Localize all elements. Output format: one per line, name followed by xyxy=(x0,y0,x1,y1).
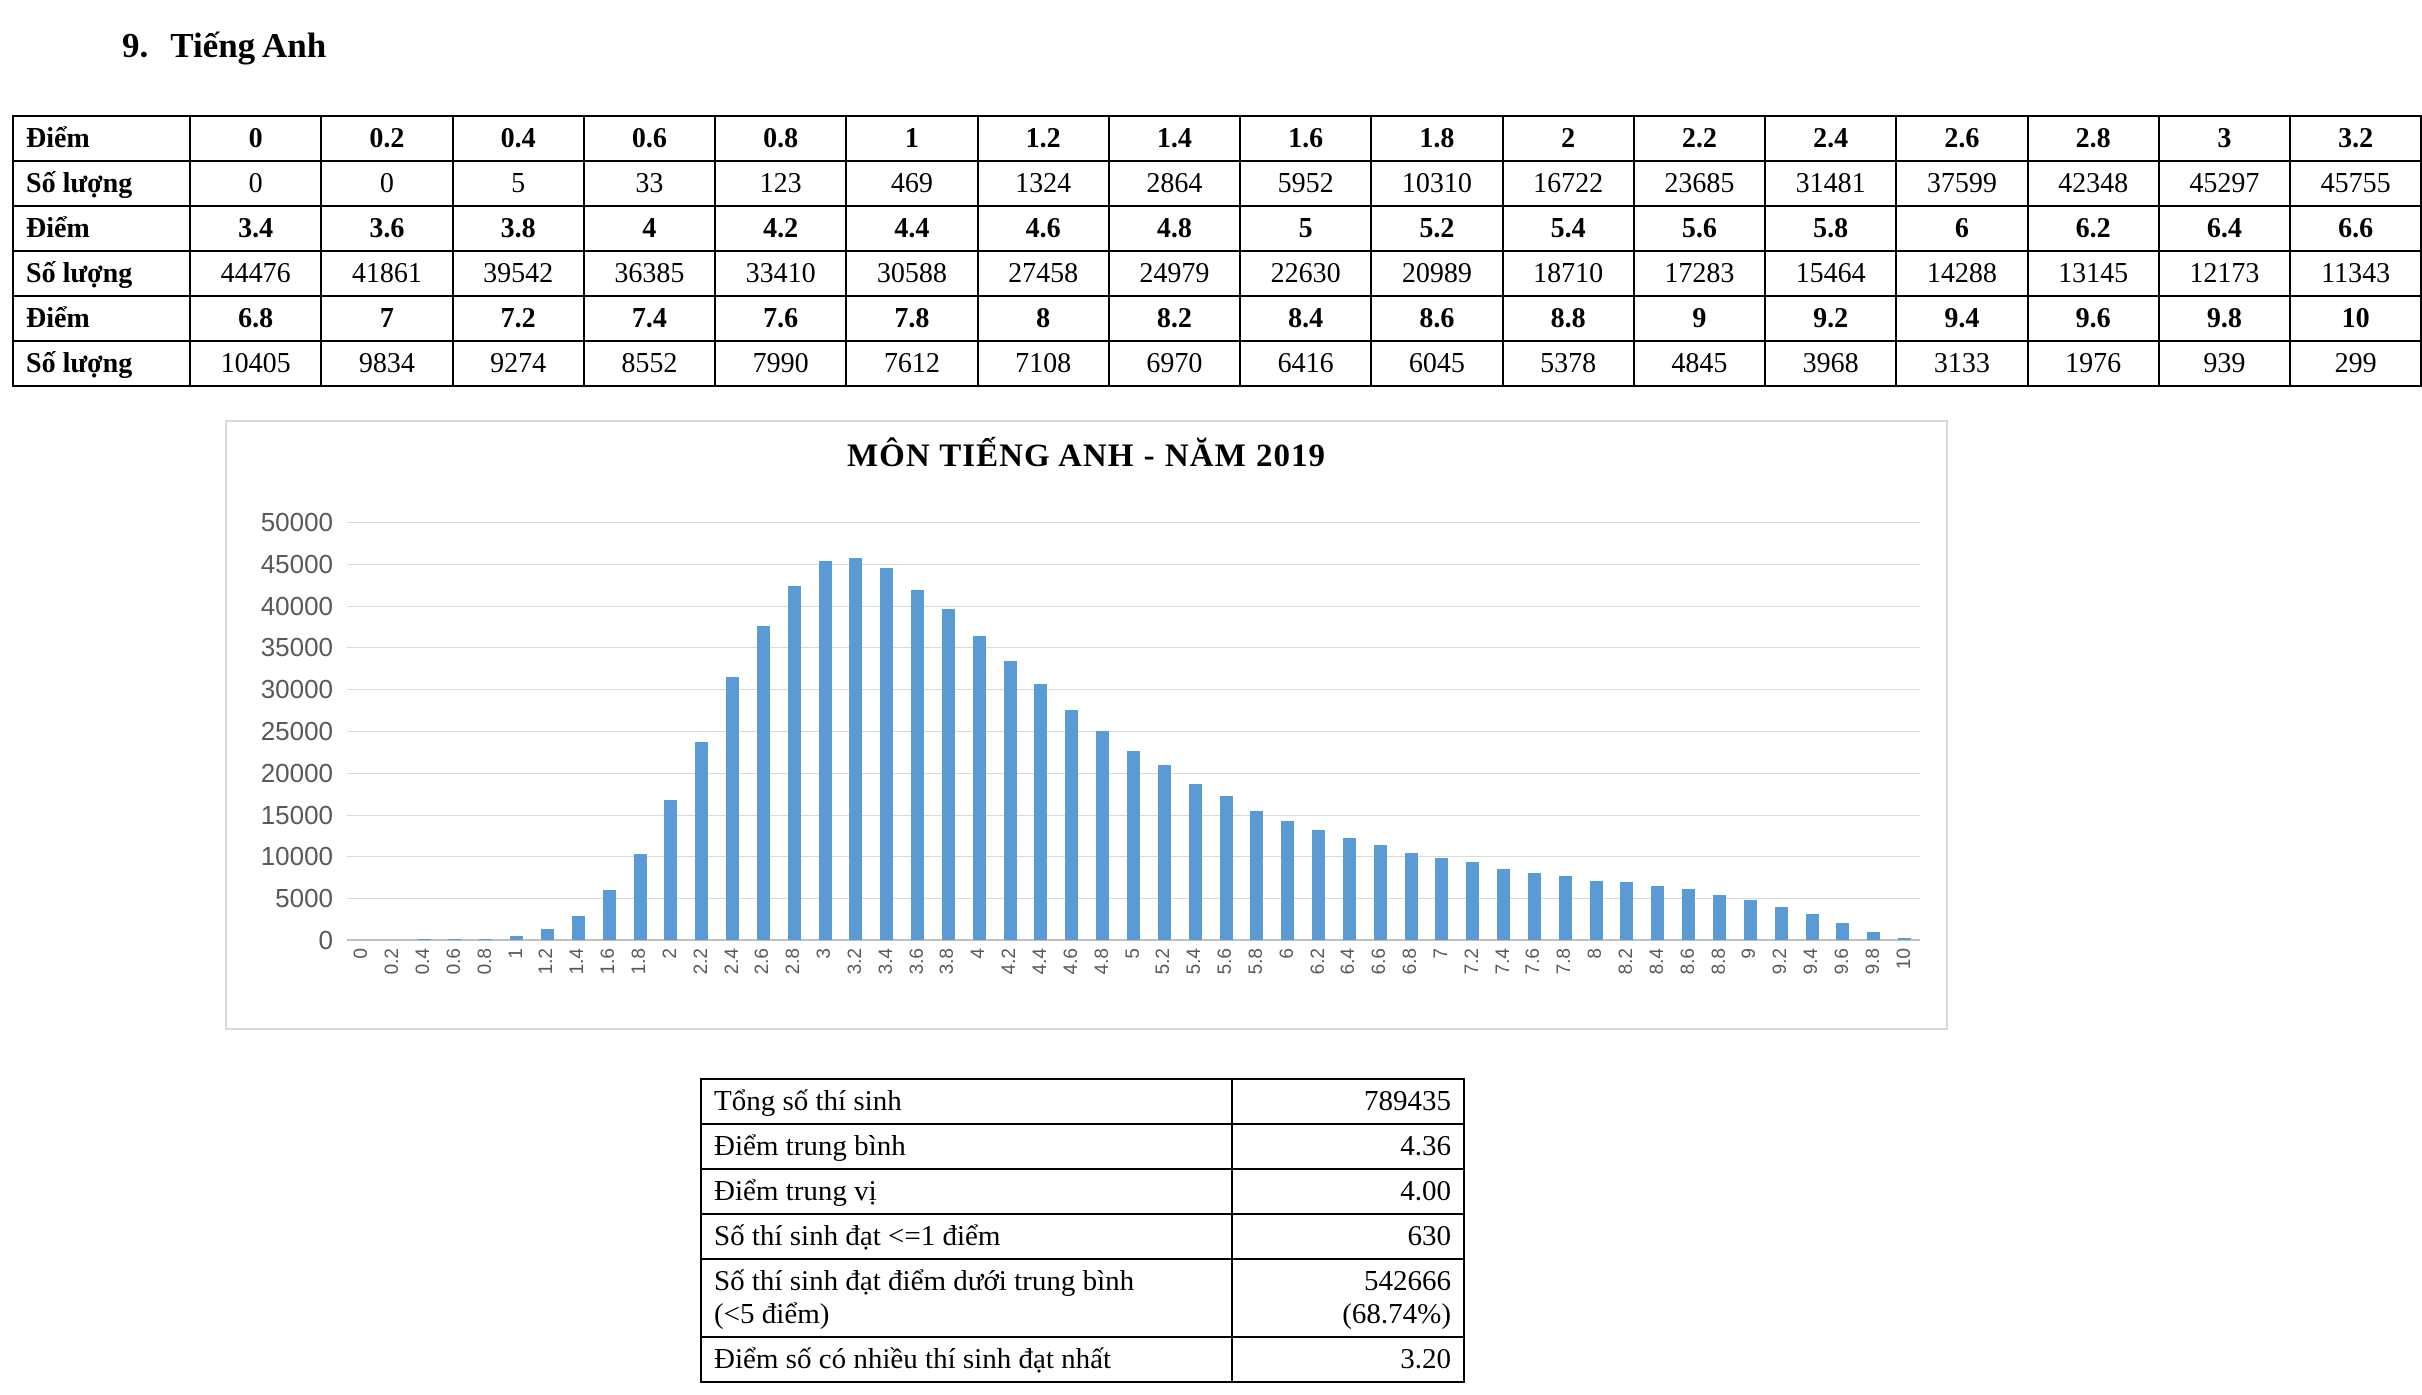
score-cell: 4.6 xyxy=(978,206,1109,251)
score-cell: 5.4 xyxy=(1503,206,1634,251)
count-cell: 15464 xyxy=(1765,251,1896,296)
bar xyxy=(726,677,739,940)
bar xyxy=(849,558,862,941)
bar xyxy=(541,929,554,940)
summary-label-cell xyxy=(701,1169,1232,1214)
summary-label-cell xyxy=(701,1079,1232,1124)
summary-value-text: 4.00 xyxy=(1400,1175,1451,1207)
score-cell: 7.8 xyxy=(846,296,977,341)
count-cell: 3133 xyxy=(1896,341,2027,386)
summary-label-text: Số thí sinh đạt <=1 điểm xyxy=(714,1220,1001,1252)
summary-value-cell xyxy=(1232,1124,1464,1169)
x-axis-tick-label: 7 xyxy=(1430,948,1452,959)
count-cell: 7108 xyxy=(978,341,1109,386)
page-title-number: 9. xyxy=(122,26,149,65)
score-cell: 5.8 xyxy=(1765,206,1896,251)
score-cell: 6 xyxy=(1896,206,2027,251)
score-cell: 0.6 xyxy=(584,116,715,161)
row-header-cell: Số lượng xyxy=(13,341,190,386)
score-cell: 1.8 xyxy=(1371,116,1502,161)
x-axis-tick-label: 0 xyxy=(351,948,373,959)
score-histogram-chart xyxy=(225,420,1948,1030)
count-cell: 20989 xyxy=(1371,251,1502,296)
score-cell: 4 xyxy=(584,206,715,251)
count-cell: 30588 xyxy=(846,251,977,296)
count-cell: 6416 xyxy=(1240,341,1371,386)
summary-label-text: Tổng số thí sinh xyxy=(714,1085,902,1117)
bar xyxy=(1189,784,1202,940)
summary-row xyxy=(701,1337,1464,1382)
x-axis-tick-label: 4.8 xyxy=(1091,948,1113,975)
y-axis-tick-label: 30000 xyxy=(260,674,333,705)
score-cell: 8.2 xyxy=(1109,296,1240,341)
gridline xyxy=(347,647,1920,648)
count-cell: 2864 xyxy=(1109,161,1240,206)
table-row xyxy=(13,296,2421,341)
x-axis-tick-label: 9.4 xyxy=(1801,948,1823,975)
score-cell: 2.8 xyxy=(2028,116,2159,161)
score-cell: 5.6 xyxy=(1634,206,1765,251)
x-axis-tick-label: 2 xyxy=(659,948,681,959)
bar xyxy=(1775,907,1788,940)
bar xyxy=(1898,938,1911,940)
score-cell: 8 xyxy=(978,296,1109,341)
page-title xyxy=(122,26,326,66)
count-cell: 42348 xyxy=(2028,161,2159,206)
summary-value-line2: (68.74%) xyxy=(1342,1298,1451,1330)
x-axis-tick-label: 2.6 xyxy=(752,948,774,975)
count-cell: 123 xyxy=(715,161,846,206)
x-axis-tick-label: 3.2 xyxy=(844,948,866,975)
x-axis-tick-label: 6.4 xyxy=(1338,948,1360,975)
bar xyxy=(418,939,431,940)
summary-label-text: Điểm trung bình xyxy=(714,1130,906,1162)
score-cell: 2.2 xyxy=(1634,116,1765,161)
bar xyxy=(572,916,585,940)
summary-label-text: Số thí sinh đạt điểm dưới trung bình xyxy=(714,1265,1135,1297)
x-axis-tick-label: 0.4 xyxy=(413,948,435,975)
summary-row xyxy=(701,1214,1464,1259)
y-axis-tick-label: 50000 xyxy=(260,507,333,537)
chart-plot-area xyxy=(347,522,1920,940)
count-cell: 33 xyxy=(584,161,715,206)
score-cell: 0 xyxy=(190,116,321,161)
x-axis-tick-label: 1.8 xyxy=(629,948,650,975)
bar xyxy=(1405,853,1418,940)
count-cell: 22630 xyxy=(1240,251,1371,296)
score-cell: 9.2 xyxy=(1765,296,1896,341)
summary-value-text: 4.36 xyxy=(1400,1130,1451,1162)
count-cell: 10310 xyxy=(1371,161,1502,206)
x-axis-tick-label: 4 xyxy=(968,948,990,959)
y-axis-tick-label: 20000 xyxy=(260,757,333,788)
x-axis-tick-label: 9.8 xyxy=(1862,948,1884,975)
bar xyxy=(1651,886,1664,940)
count-cell: 37599 xyxy=(1896,161,2027,206)
x-axis-tick-label: 3 xyxy=(814,948,836,959)
score-cell: 8.4 xyxy=(1240,296,1371,341)
bar xyxy=(788,586,801,940)
bar xyxy=(911,590,924,940)
score-cell: 7.6 xyxy=(715,296,846,341)
bar xyxy=(1806,914,1819,940)
x-axis-tick-label: 2.8 xyxy=(783,948,805,975)
summary-label-cell xyxy=(701,1124,1232,1169)
score-cell: 2.6 xyxy=(1896,116,2027,161)
count-cell: 299 xyxy=(2290,341,2421,386)
score-cell: 7 xyxy=(321,296,452,341)
count-cell: 5 xyxy=(453,161,584,206)
score-cell: 7.2 xyxy=(453,296,584,341)
bar xyxy=(1220,796,1233,940)
bar xyxy=(603,890,616,940)
bar xyxy=(1065,710,1078,940)
count-cell: 31481 xyxy=(1765,161,1896,206)
count-cell: 9834 xyxy=(321,341,452,386)
count-cell: 14288 xyxy=(1896,251,2027,296)
bar xyxy=(1528,873,1541,940)
x-axis-tick-label: 8.8 xyxy=(1708,948,1730,975)
score-cell: 3 xyxy=(2159,116,2290,161)
bar xyxy=(819,561,832,940)
x-axis-tick-label: 0.6 xyxy=(443,948,465,975)
summary-label-text: Điểm số có nhiều thí sinh đạt nhất xyxy=(714,1343,1112,1375)
x-axis-tick-label: 4.4 xyxy=(1029,948,1051,975)
count-cell: 0 xyxy=(321,161,452,206)
bar xyxy=(1836,923,1849,940)
row-header-cell: Điểm xyxy=(13,116,190,161)
score-cell: 2.4 xyxy=(1765,116,1896,161)
bar xyxy=(1004,661,1017,940)
count-cell: 16722 xyxy=(1503,161,1634,206)
row-header-cell: Điểm xyxy=(13,296,190,341)
score-cell: 6.2 xyxy=(2028,206,2159,251)
x-axis-tick-label: 2.4 xyxy=(721,948,743,975)
x-axis-tick-label: 5.8 xyxy=(1245,948,1267,975)
x-axis-tick-label: 10 xyxy=(1893,948,1915,970)
bar xyxy=(1158,765,1171,940)
summary-value-cell xyxy=(1232,1169,1464,1214)
x-axis-tick-label: 6.6 xyxy=(1369,948,1391,975)
count-cell: 9274 xyxy=(453,341,584,386)
chart-title: MÔN TIẾNG ANH - NĂM 2019 xyxy=(847,438,1326,474)
bar xyxy=(1435,858,1448,940)
summary-value-text: 3.20 xyxy=(1400,1343,1451,1375)
gridline xyxy=(347,606,1920,607)
summary-value-cell xyxy=(1232,1214,1464,1259)
bar xyxy=(1281,821,1294,940)
bar xyxy=(1559,876,1572,940)
score-cell: 2 xyxy=(1503,116,1634,161)
score-cell: 3.6 xyxy=(321,206,452,251)
count-cell: 3968 xyxy=(1765,341,1896,386)
bar xyxy=(1620,882,1633,940)
gridline xyxy=(347,731,1920,732)
count-cell: 11343 xyxy=(2290,251,2421,296)
count-cell: 12173 xyxy=(2159,251,2290,296)
score-cell: 4.8 xyxy=(1109,206,1240,251)
bar xyxy=(1096,731,1109,940)
x-axis-tick-label: 3.4 xyxy=(875,948,897,975)
score-cell: 10 xyxy=(2290,296,2421,341)
x-axis-tick-label: 7.2 xyxy=(1461,948,1483,975)
score-cell: 3.8 xyxy=(453,206,584,251)
count-cell: 469 xyxy=(846,161,977,206)
score-cell: 9.6 xyxy=(2028,296,2159,341)
count-cell: 44476 xyxy=(190,251,321,296)
x-axis-tick-label: 5 xyxy=(1122,948,1144,959)
x-axis-tick-label: 8.6 xyxy=(1677,948,1699,975)
x-axis-tick-label: 3.8 xyxy=(937,948,959,975)
count-cell: 6970 xyxy=(1109,341,1240,386)
x-axis-tick-label: 5.6 xyxy=(1215,948,1237,975)
bar xyxy=(1343,838,1356,940)
score-cell: 9.4 xyxy=(1896,296,2027,341)
table-row xyxy=(13,116,2421,161)
count-cell: 5952 xyxy=(1240,161,1371,206)
score-cell: 3.2 xyxy=(2290,116,2421,161)
bar xyxy=(942,609,955,940)
y-axis-tick-label: 0 xyxy=(318,925,333,955)
summary-row xyxy=(701,1259,1464,1337)
x-axis-tick-label: 1.4 xyxy=(567,948,589,975)
x-axis-tick-label: 4.2 xyxy=(999,948,1021,975)
summary-value-cell xyxy=(1232,1259,1464,1337)
count-cell: 1976 xyxy=(2028,341,2159,386)
count-cell: 41861 xyxy=(321,251,452,296)
count-cell: 10405 xyxy=(190,341,321,386)
x-axis-tick-label: 9 xyxy=(1739,948,1761,959)
table-row xyxy=(13,206,2421,251)
y-axis-tick-label: 10000 xyxy=(260,841,333,872)
bar xyxy=(448,939,461,940)
summary-row xyxy=(701,1124,1464,1169)
score-cell: 0.4 xyxy=(453,116,584,161)
summary-value-text: 542666 xyxy=(1364,1265,1451,1297)
summary-table-body xyxy=(701,1079,1464,1382)
score-cell: 4.4 xyxy=(846,206,977,251)
bar xyxy=(1590,881,1603,940)
count-cell: 7990 xyxy=(715,341,846,386)
x-axis-tick-label: 7.8 xyxy=(1554,948,1576,975)
summary-value-cell xyxy=(1232,1079,1464,1124)
bar xyxy=(1312,830,1325,940)
x-axis-tick-label: 8.4 xyxy=(1646,948,1668,975)
x-axis-tick-label: 9.6 xyxy=(1831,948,1853,975)
summary-label-text: Điểm trung vị xyxy=(714,1175,877,1207)
score-cell: 0.2 xyxy=(321,116,452,161)
count-cell: 17283 xyxy=(1634,251,1765,296)
y-axis-tick-label: 40000 xyxy=(260,590,333,621)
count-cell: 1324 xyxy=(978,161,1109,206)
y-axis-tick-label: 45000 xyxy=(260,548,333,579)
bar xyxy=(1466,862,1479,940)
count-cell: 13145 xyxy=(2028,251,2159,296)
x-axis-tick-label: 5.4 xyxy=(1184,948,1206,975)
bar xyxy=(664,800,677,940)
count-cell: 7612 xyxy=(846,341,977,386)
summary-row xyxy=(701,1079,1464,1124)
x-axis-tick-label: 6.2 xyxy=(1307,948,1329,975)
summary-statistics-table xyxy=(700,1078,1465,1383)
x-axis-tick-label: 2.2 xyxy=(690,948,712,975)
count-cell: 6045 xyxy=(1371,341,1502,386)
table-row xyxy=(13,161,2421,206)
count-cell: 4845 xyxy=(1634,341,1765,386)
bar xyxy=(1127,751,1140,940)
score-cell: 4.2 xyxy=(715,206,846,251)
summary-value-cell xyxy=(1232,1337,1464,1382)
x-axis-tick-label: 6 xyxy=(1276,948,1298,959)
summary-row xyxy=(701,1169,1464,1214)
count-cell: 8552 xyxy=(584,341,715,386)
bar xyxy=(1744,900,1757,941)
bar xyxy=(1374,845,1387,940)
bar xyxy=(1867,932,1880,940)
bar xyxy=(973,636,986,940)
summary-label-cell xyxy=(701,1337,1232,1382)
score-cell: 1.2 xyxy=(978,116,1109,161)
bar xyxy=(634,854,647,940)
x-axis-tick-label: 4.6 xyxy=(1060,948,1082,975)
x-axis-tick-label: 0.2 xyxy=(382,948,404,975)
score-table-body xyxy=(13,116,2421,386)
summary-value-text: 630 xyxy=(1407,1220,1451,1252)
x-axis-tick-label: 7.4 xyxy=(1492,948,1514,975)
x-axis-tick-label: 9.2 xyxy=(1770,948,1792,975)
summary-label-cell xyxy=(701,1259,1232,1337)
score-cell: 7.4 xyxy=(584,296,715,341)
count-cell: 27458 xyxy=(978,251,1109,296)
x-axis-tick-label: 0.8 xyxy=(474,948,496,975)
count-cell: 45755 xyxy=(2290,161,2421,206)
row-header-cell: Số lượng xyxy=(13,251,190,296)
score-cell: 9.8 xyxy=(2159,296,2290,341)
score-cell: 8.8 xyxy=(1503,296,1634,341)
gridline xyxy=(347,689,1920,690)
x-axis-tick-label: 8.2 xyxy=(1615,948,1637,975)
score-cell: 3.4 xyxy=(190,206,321,251)
gridline xyxy=(347,564,1920,565)
gridline xyxy=(347,522,1920,523)
score-cell: 6.6 xyxy=(2290,206,2421,251)
summary-label-cell xyxy=(701,1214,1232,1259)
count-cell: 5378 xyxy=(1503,341,1634,386)
score-cell: 1.4 xyxy=(1109,116,1240,161)
x-axis-tick-label: 8 xyxy=(1585,948,1607,959)
bar xyxy=(1034,684,1047,940)
score-cell: 6.8 xyxy=(190,296,321,341)
x-axis-tick-label: 6.8 xyxy=(1400,948,1422,975)
score-distribution-table xyxy=(12,115,2422,387)
x-axis-tick-label: 3.6 xyxy=(906,948,928,975)
table-row xyxy=(13,251,2421,296)
count-cell: 36385 xyxy=(584,251,715,296)
x-axis-tick-label: 1.2 xyxy=(536,948,558,975)
bar xyxy=(880,568,893,940)
row-header-cell: Điểm xyxy=(13,206,190,251)
summary-value-text: 789435 xyxy=(1364,1085,1451,1117)
bar xyxy=(1497,869,1510,940)
y-axis-tick-label: 35000 xyxy=(260,632,333,663)
row-header-cell: Số lượng xyxy=(13,161,190,206)
count-cell: 24979 xyxy=(1109,251,1240,296)
score-cell: 9 xyxy=(1634,296,1765,341)
score-cell: 0.8 xyxy=(715,116,846,161)
x-axis-tick-label: 1.6 xyxy=(598,948,620,975)
bar xyxy=(479,939,492,940)
y-axis-tick-label: 15000 xyxy=(260,799,333,830)
bar xyxy=(1713,895,1726,940)
bar xyxy=(510,936,523,940)
x-axis-tick-label: 1 xyxy=(505,948,527,959)
x-axis-tick-label: 5.2 xyxy=(1153,948,1175,975)
bar xyxy=(1682,889,1695,940)
count-cell: 939 xyxy=(2159,341,2290,386)
count-cell: 18710 xyxy=(1503,251,1634,296)
score-cell: 5.2 xyxy=(1371,206,1502,251)
page-title-text: Tiếng Anh xyxy=(170,26,327,65)
summary-label-line2: (<5 điểm) xyxy=(714,1298,830,1330)
bar xyxy=(1250,811,1263,940)
y-axis-tick-label: 25000 xyxy=(260,716,333,746)
count-cell: 39542 xyxy=(453,251,584,296)
bar xyxy=(695,742,708,940)
count-cell: 23685 xyxy=(1634,161,1765,206)
count-cell: 33410 xyxy=(715,251,846,296)
score-cell: 1 xyxy=(846,116,977,161)
count-cell: 45297 xyxy=(2159,161,2290,206)
count-cell: 0 xyxy=(190,161,321,206)
score-cell: 8.6 xyxy=(1371,296,1502,341)
score-cell: 5 xyxy=(1240,206,1371,251)
x-axis-tick-label: 7.6 xyxy=(1523,948,1545,975)
score-cell: 6.4 xyxy=(2159,206,2290,251)
bar xyxy=(757,626,770,940)
y-axis-tick-label: 5000 xyxy=(275,883,333,914)
table-row xyxy=(13,341,2421,386)
score-cell: 1.6 xyxy=(1240,116,1371,161)
